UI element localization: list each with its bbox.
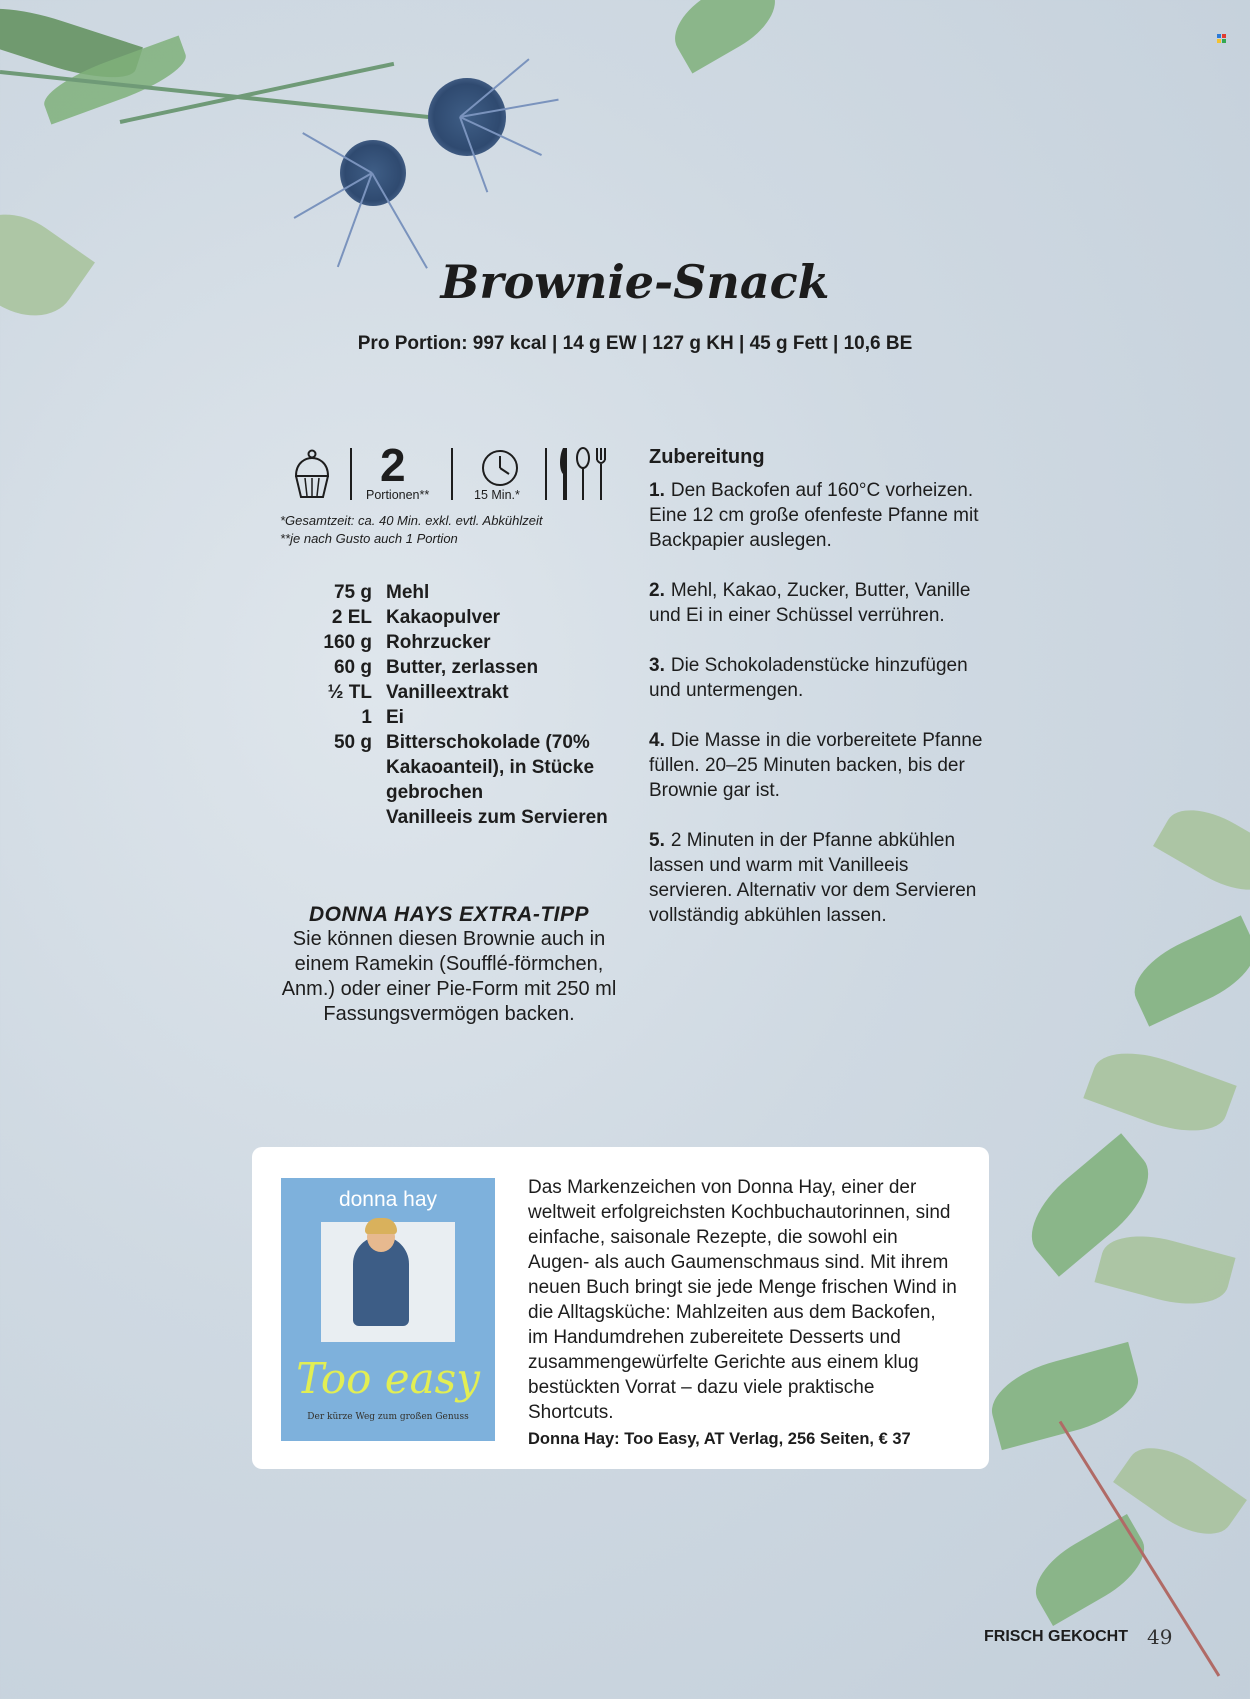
ingredient-row <box>292 680 616 705</box>
ingredient-row <box>292 730 616 805</box>
ingredient-qty: 2 EL <box>331 607 372 628</box>
step-text: Den Backofen auf 160°C vorheizen. Eine 12 cm große ofenfeste Pfanne mit Backpapier auslegen. <box>649 480 979 551</box>
recipe-icons <box>292 439 612 508</box>
ingredient-name: Bitterschokolade (70% Kakaoanteil), in Stücke gebrochen <box>386 732 595 803</box>
portions-label: Portionen** <box>366 488 430 502</box>
step-number: 3. <box>649 655 665 676</box>
ingredient-name: Kakaopulver <box>386 607 501 628</box>
ingredient-row <box>292 630 616 655</box>
preparation-step <box>649 578 989 628</box>
step-text: Die Masse in die vorbereitete Pfanne füllen. 20–25 Minuten backen, bis der Brownie gar ist. <box>649 730 983 801</box>
cover-brand: donna hay <box>338 1188 438 1211</box>
footer-brand: FRISCH GEKOCHT <box>984 1628 1128 1645</box>
ingredient-qty: 60 g <box>333 657 372 678</box>
ingredient-qty: 75 g <box>333 582 372 603</box>
ingredient-qty: 1 <box>361 707 372 728</box>
note-total-time: *Gesamtzeit: ca. 40 Min. exkl. evtl. Abkühlzeit <box>280 513 543 528</box>
cover-subtitle: Der kürze Weg zum großen Genuss <box>307 1412 469 1422</box>
corner-mark <box>1217 34 1226 43</box>
ingredient-qty: 160 g <box>323 632 372 653</box>
ingredient-name: Butter, zerlassen <box>386 657 539 678</box>
ingredient-row <box>292 705 616 730</box>
ingredient-name: Ei <box>386 707 404 728</box>
ingredient-list <box>292 580 616 830</box>
preparation-step <box>649 653 989 703</box>
ingredient-qty <box>292 805 386 830</box>
book-card <box>252 1147 989 1469</box>
step-number: 2. <box>649 580 665 601</box>
preparation <box>649 445 989 953</box>
icon-divider <box>451 448 453 500</box>
ingredient-name: Vanilleextrakt <box>386 682 509 703</box>
cupcake-icon <box>292 448 332 500</box>
icon-divider <box>545 448 547 500</box>
step-number: 5. <box>649 830 665 851</box>
book-description: Das Markenzeichen von Donna Hay, einer der weltweit erfolgreichsten Kochbuchautorinnen, sind einfache, saisonale Rezepte, die sowohl ein Augen- als auch Gaumenschmaus sind. Mit ihrem neuen Buch bringt sie jede Menge frischen Wind in die Alltagsküche: Mahlzeiten aus dem Backofen, im Handumdrehen zubereitete Desserts und zusammengewürfelte Gerichte aus einem klug bestückten Vorrat – dazu viele praktische Shortcuts. <box>528 1177 957 1423</box>
book-description-block <box>528 1175 958 1452</box>
ingredient-row <box>292 605 616 630</box>
step-text: 2 Minuten in der Pfanne abkühlen lassen und warm mit Vanilleeis servieren. Alternativ vor dem Servieren vollständig abkühlen lassen. <box>649 830 977 926</box>
recipe-notes <box>280 512 543 548</box>
icon-divider <box>350 448 352 500</box>
step-number: 4. <box>649 730 665 751</box>
ingredient-qty: ½ TL <box>327 682 372 703</box>
ingredient-name: Vanilleeis zum Servieren <box>386 807 608 828</box>
ingredient-qty: 50 g <box>333 732 372 753</box>
cover-hair <box>365 1218 397 1234</box>
book-source: Donna Hay: Too Easy, AT Verlag, 256 Seiten, € 37 <box>528 1430 911 1448</box>
step-text: Mehl, Kakao, Zucker, Butter, Vanille und Ei in einer Schüssel verrühren. <box>649 580 971 626</box>
book-cover <box>281 1178 495 1441</box>
nutrition-info: Pro Portion: 997 kcal | 14 g EW | 127 g KH | 45 g Fett | 10,6 BE <box>357 333 913 354</box>
extra-tip <box>280 902 618 1027</box>
preparation-step <box>649 478 989 553</box>
step-number: 1. <box>649 480 665 501</box>
time-label: 15 Min.* <box>474 488 520 502</box>
ingredient-name: Rohrzucker <box>386 632 491 653</box>
portions-value: 2 <box>380 439 406 491</box>
tip-text: Sie können diesen Brownie auch in einem Ramekin (Soufflé-förmchen, Anm.) oder einer Pie-Form mit 250 ml Fassungsvermögen backen. <box>281 928 617 1025</box>
ingredient-row <box>292 805 616 830</box>
preparation-step <box>649 728 989 803</box>
preparation-step <box>649 828 989 928</box>
page-number: 49 <box>1147 1625 1173 1649</box>
cutlery-icon <box>557 446 611 502</box>
clock-icon <box>480 448 520 488</box>
recipe-title: Brownie-Snack <box>440 255 830 309</box>
cover-title: Too easy <box>296 1354 480 1403</box>
ingredient-row <box>292 655 616 680</box>
ingredient-name: Mehl <box>386 582 430 603</box>
note-portions: **je nach Gusto auch 1 Portion <box>280 531 458 546</box>
ingredient-row <box>292 580 616 605</box>
tip-title: DONNA HAYS EXTRA-TIPP <box>308 903 589 926</box>
step-text: Die Schokoladenstücke hinzufügen und untermengen. <box>649 655 968 701</box>
preparation-heading: Zubereitung <box>649 446 765 468</box>
